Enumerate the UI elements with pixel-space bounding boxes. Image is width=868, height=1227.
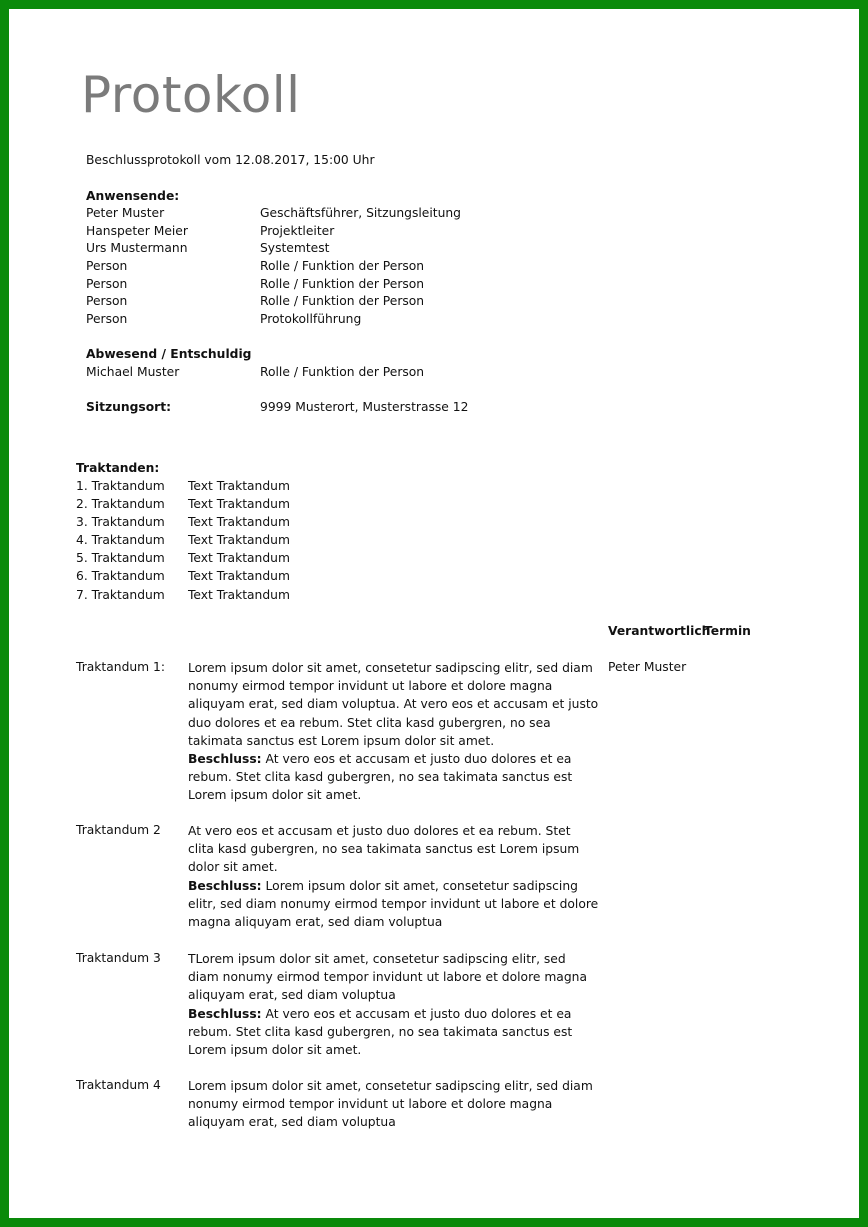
present-row — [86, 259, 127, 273]
person-name: Person — [86, 259, 128, 273]
protocol-subtitle: Beschlussprotokoll vom 12.08.2017, 15:00 Uhr — [86, 153, 375, 167]
detail-text: Lorem ipsum dolor sit amet, consetetur sadipscing elitr, sed diam nonumy eirmod tempor invidunt ut labore et dolore magna aliquyam erat, sed diam voluptua. At vero eos et accusam et justo duo dolores et ea rebum. Stet clita kasd gubergren, no sea takimata sanctus est Lorem ipsum dolor sit amet. — [188, 661, 599, 748]
agenda-item-text: Text Traktandum — [188, 533, 290, 547]
detail-text: TLorem ipsum dolor sit amet, consetetur sadipscing elitr, sed diam nonumy eirmod tempor invidunt ut labore et dolore magna aliquyam erat, sed diam voluptua — [188, 952, 587, 1003]
person-role: Rolle / Funktion der Person — [260, 259, 425, 273]
decision-text: At vero eos et accusam et justo duo dolores et ea rebum. Stet clita kasd gubergren, no sea takimata sanctus est Lorem ipsum dolor sit amet. — [188, 1006, 573, 1058]
detail-label: Traktandum 4 — [76, 1078, 161, 1092]
person-role: Projektleiter — [260, 224, 335, 238]
detail-body — [188, 822, 600, 931]
decision-text: At vero eos et accusam et justo duo dolores et ea rebum. Stet clita kasd gubergren, no sea takimata sanctus est Lorem ipsum dolor sit amet. — [188, 752, 573, 803]
present-row — [86, 206, 164, 220]
decision-label: Beschluss: — [188, 1006, 262, 1021]
person-role: Protokollführung — [260, 312, 362, 326]
present-row — [86, 277, 127, 291]
agenda-item-text: Text Traktandum — [188, 497, 290, 511]
detail-body — [188, 1077, 600, 1132]
agenda-item-number: 2. Traktandum — [76, 497, 165, 511]
person-role: Rolle / Funktion der Person — [260, 294, 425, 308]
person-name: Person — [86, 294, 128, 308]
detail-body — [188, 950, 600, 1059]
person-role: Rolle / Funktion der Person — [260, 277, 425, 291]
page-title: Protokoll — [81, 66, 301, 124]
responsible-column-header: Verantwortlich — [608, 624, 711, 638]
person-role: Systemtest — [260, 241, 330, 255]
detail-label: Traktandum 2 — [76, 823, 161, 837]
present-heading: Anwensende: — [86, 189, 180, 203]
decision-text: Lorem ipsum dolor sit amet, consetetur sadipscing elitr, sed diam nonumy eirmod tempor invidunt ut labore et dolore magna aliquyam erat, sed diam voluptua — [188, 878, 599, 930]
person-role: Geschäftsführer, Sitzungsleitung — [260, 206, 461, 220]
present-row — [86, 312, 127, 326]
decision-label: Beschluss: — [188, 752, 262, 767]
detail-body — [188, 659, 600, 805]
agenda-item-number: 4. Traktandum — [76, 533, 165, 547]
agenda-item-number: 5. Traktandum — [76, 551, 165, 565]
absent-person-role: Rolle / Funktion der Person — [260, 365, 425, 379]
date-column-header: Termin — [704, 624, 751, 638]
detail-text: Lorem ipsum dolor sit amet, consetetur sadipscing elitr, sed diam nonumy eirmod tempor invidunt ut labore et dolore magna aliquyam erat, sed diam voluptua — [188, 1079, 593, 1130]
agenda-item-text: Text Traktandum — [188, 515, 290, 529]
agenda-heading: Traktanden: — [76, 461, 160, 475]
agenda-item-number: 6. Traktandum — [76, 569, 165, 583]
absent-heading: Abwesend / Entschuldig — [86, 347, 252, 361]
decision-label: Beschluss: — [188, 878, 262, 893]
person-name: Hanspeter Meier — [86, 224, 188, 238]
detail-label: Traktandum 3 — [76, 951, 161, 965]
person-name: Urs Mustermann — [86, 241, 188, 255]
agenda-item-number: 1. Traktandum — [76, 479, 165, 493]
person-name: Person — [86, 312, 128, 326]
present-row — [86, 294, 127, 308]
location-value: 9999 Musterort, Musterstrasse 12 — [260, 400, 469, 414]
person-name: Peter Muster — [86, 206, 165, 220]
person-name: Person — [86, 277, 128, 291]
absent-person-name: Michael Muster — [86, 365, 180, 379]
agenda-item-text: Text Traktandum — [188, 588, 290, 602]
location-label: Sitzungsort: — [86, 400, 172, 414]
agenda-item-text: Text Traktandum — [188, 479, 290, 493]
agenda-item-text: Text Traktandum — [188, 569, 290, 583]
present-row — [86, 224, 188, 238]
agenda-item-number: 3. Traktandum — [76, 515, 165, 529]
agenda-item-number: 7. Traktandum — [76, 588, 165, 602]
detail-label: Traktandum 1: — [76, 660, 166, 674]
agenda-item-text: Text Traktandum — [188, 551, 290, 565]
present-row — [86, 241, 188, 255]
detail-responsible: Peter Muster — [608, 660, 687, 674]
detail-text: At vero eos et accusam et justo duo dolores et ea rebum. Stet clita kasd gubergren, no sea takimata sanctus est Lorem ipsum dolor sit amet. — [188, 824, 580, 875]
